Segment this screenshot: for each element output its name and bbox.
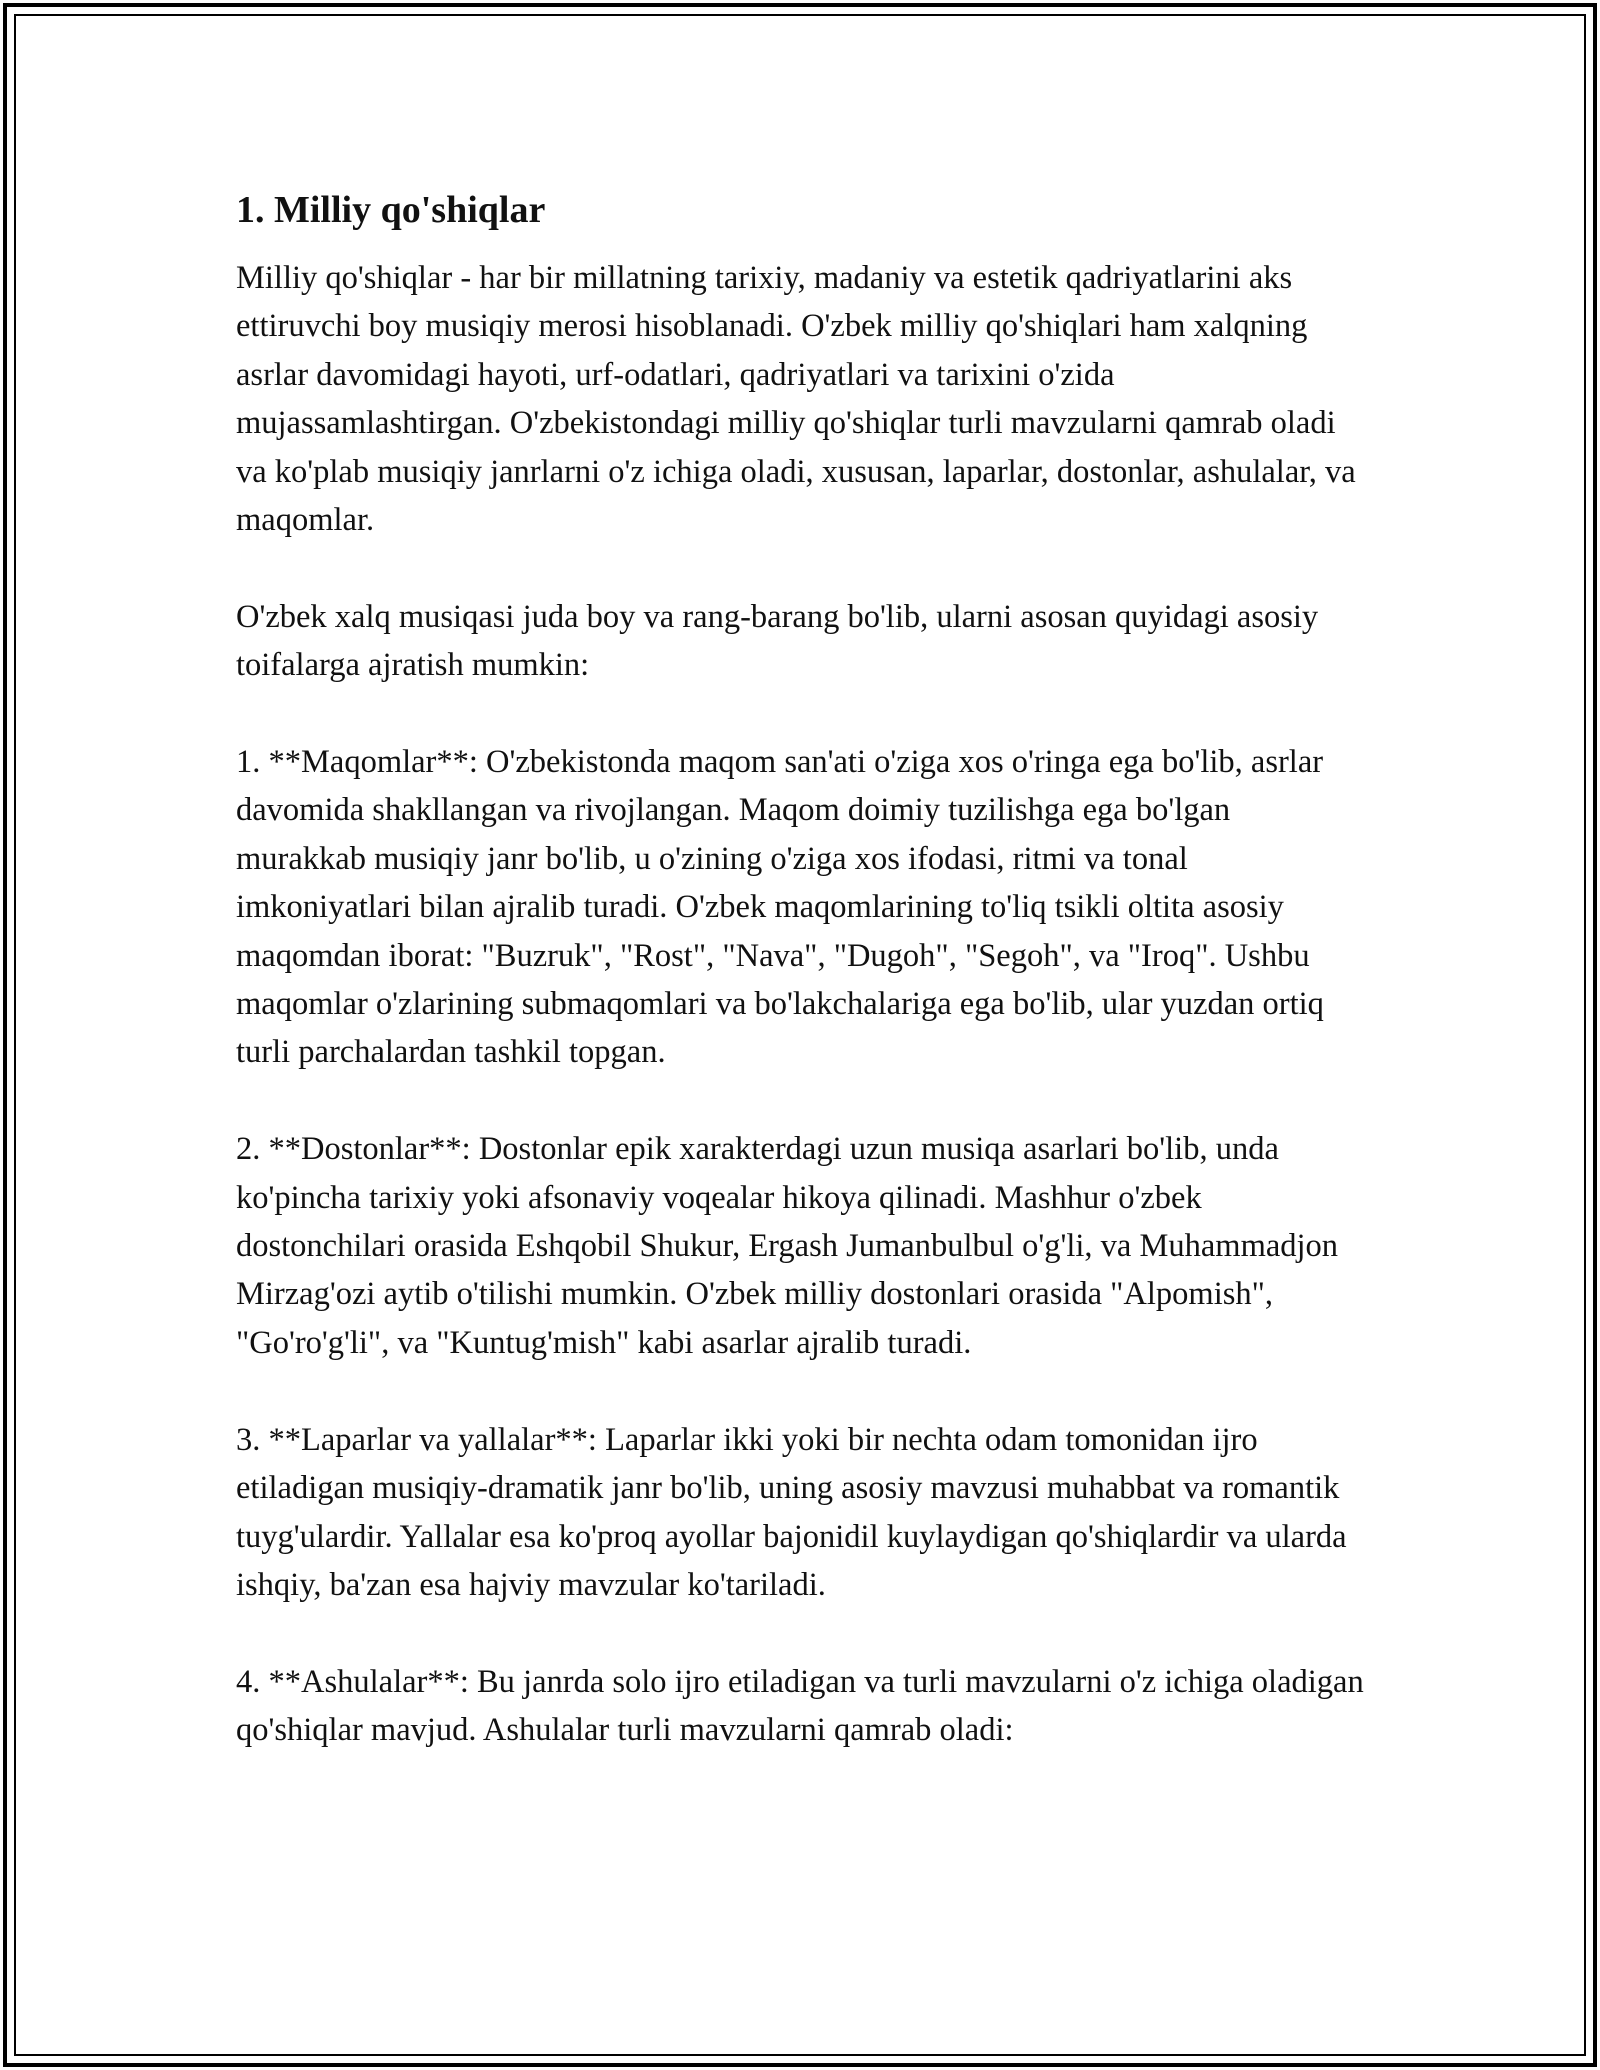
maqomlar-paragraph: 1. **Maqomlar**: O'zbekistonda maqom san'ati o'ziga xos o'ringa ega bo'lib, asrlar davomida shakllangan va rivojlangan. Maqom doimiy tuzilishga ega bo'lgan murakkab musiqiy janr bo'lib, u o'zining o'ziga xos ifodasi, ritmi va tonal imkoniyatlari bilan ajralib turadi. O'zbek maqomlarining to'liq tsikli oltita asosiy maqomdan iborat: "Buzruk", "Rost", "Nava", "Dugoh", "Segoh", va "Iroq". Ushbu maqomlar o'zlarining submaqomlari va bo'lakchalariga ega bo'lib, ular yuzdan ortiq turli parchalardan tashkil topgan.	[236, 744, 1324, 1071]
dostonlar-paragraph: 2. **Dostonlar**: Dostonlar epik xarakterdagi uzun musiqa asarlari bo'lib, unda ko'pincha tarixiy yoki afsonaviy voqealar hikoya qilinadi. Mashhur o'zbek dostonchilari orasida Eshqobil Shukur, Ergash Jumanbulbul o'g'li, va Muhammadjon Mirzag'ozi aytib o'tilishi mumkin. O'zbek milliy dostonlari orasida "Alpomish", "Go'ro'g'li", va "Kuntug'mish" kabi asarlar ajralib turadi.	[236, 1131, 1339, 1361]
categories-intro-paragraph: O'zbek xalq musiqasi juda boy va rang-barang bo'lib, ularni asosan quyidagi asosiy toifalarga ajratish mumkin:	[236, 598, 1319, 684]
intro-paragraph: Milliy qo'shiqlar - har bir millatning tarixiy, madaniy va estetik qadriyatlarini aks ettiruvchi boy musiqiy merosi hisoblanadi. O'zbek milliy qo'shiqlari ham xalqning asrlar davomidagi hayoti, urf-odatlari, qadriyatlari va tarixini o'zida mujassamlashtirgan. O'zbekistondagi milliy qo'shiqlar turli mavzularni qamrab oladi va ko'plab musiqiy janrlarni o'z ichiga oladi, xususan, laparlar, dostonlar, ashulalar, va maqomlar.	[236, 260, 1356, 539]
section-heading: 1. Milliy qo'shiqlar	[236, 189, 546, 231]
ashulalar-paragraph: 4. **Ashulalar**: Bu janrda solo ijro etiladigan va turli mavzularni o'z ichiga oladigan qo'shiqlar mavjud. Ashulalar turli mavzularni qamrab oladi:	[236, 1663, 1364, 1749]
document-body	[236, 186, 1366, 1803]
laparlar-paragraph: 3. **Laparlar va yallalar**: Laparlar ikki yoki bir nechta odam tomonidan ijro etiladigan musiqiy-dramatik janr bo'lib, uning asosiy mavzusi muhabbat va romantik tuyg'ulardir. Yallalar esa ko'proq ayollar bajonidil kuylaydigan qo'shiqlardir va ularda ishqiy, ba'zan esa hajviy mavzular ko'tariladi.	[236, 1421, 1347, 1603]
